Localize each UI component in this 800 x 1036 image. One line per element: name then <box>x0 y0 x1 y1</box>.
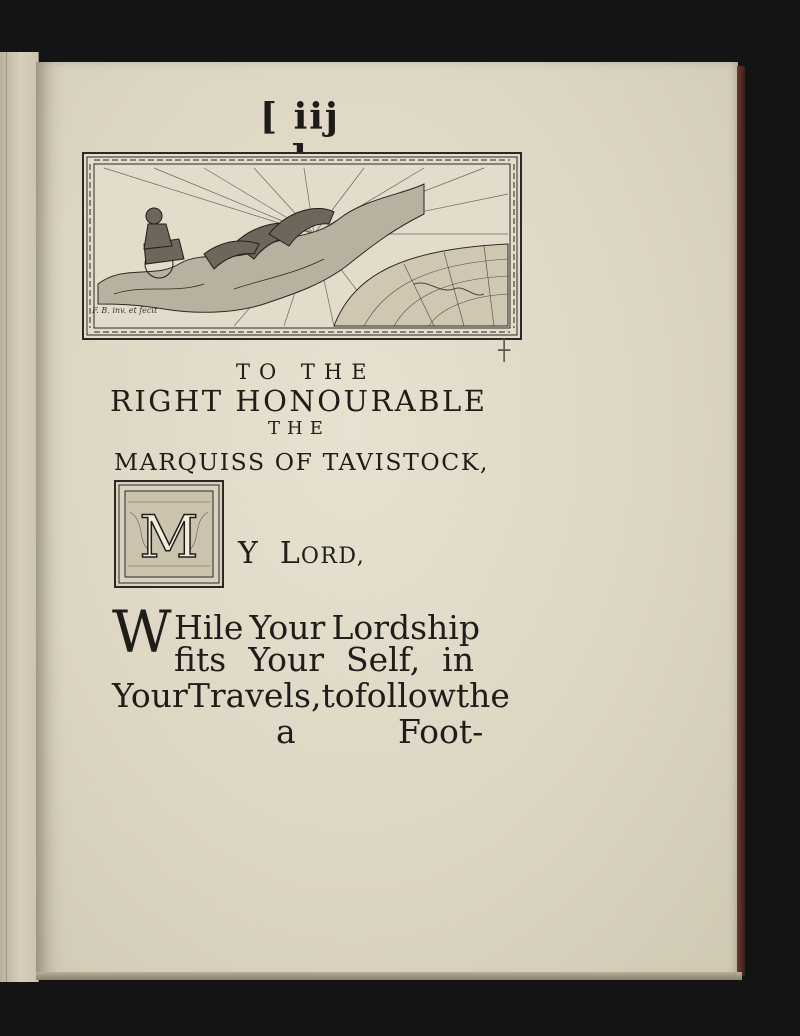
heading-to-the: TO THE <box>236 360 376 384</box>
word: Self, <box>345 640 421 679</box>
word: Your <box>248 640 325 679</box>
salutation-y: Y <box>238 536 259 571</box>
word: Hile <box>174 608 244 647</box>
binding-edge <box>737 66 745 976</box>
initial-letter: M <box>139 503 199 571</box>
word: Your <box>249 608 326 647</box>
body-line-2 <box>174 640 474 679</box>
signature-mark: a <box>276 712 296 751</box>
salutation-lord-initial: L <box>279 536 301 571</box>
salutation <box>238 536 365 571</box>
salutation-lord-rest: ORD, <box>300 544 366 569</box>
page-number: [ iij <box>260 96 340 138</box>
word: Travels, <box>187 676 322 715</box>
decorated-initial <box>114 480 224 588</box>
heading-the: THE <box>268 418 330 439</box>
body-initial: W <box>112 598 172 666</box>
plate-caption: F. B. inv. et fecit <box>92 306 158 315</box>
heading-title: RIGHT HONOURABLE <box>110 384 488 418</box>
facing-page-edge <box>0 52 39 982</box>
word: Lordship <box>331 608 480 647</box>
word: fits <box>174 640 227 679</box>
heading-marquis: MARQUISS OF TAVISTOCK, <box>114 448 490 476</box>
word: to <box>321 676 355 715</box>
word: follow <box>354 676 456 715</box>
margin-mark: ┼ <box>498 338 511 362</box>
catchword: Foot- <box>398 712 484 751</box>
page-bottom-edge <box>36 972 742 980</box>
body-line-3 <box>112 676 510 715</box>
word: in <box>442 640 474 679</box>
word: the <box>455 676 510 715</box>
word: Your <box>112 676 188 715</box>
